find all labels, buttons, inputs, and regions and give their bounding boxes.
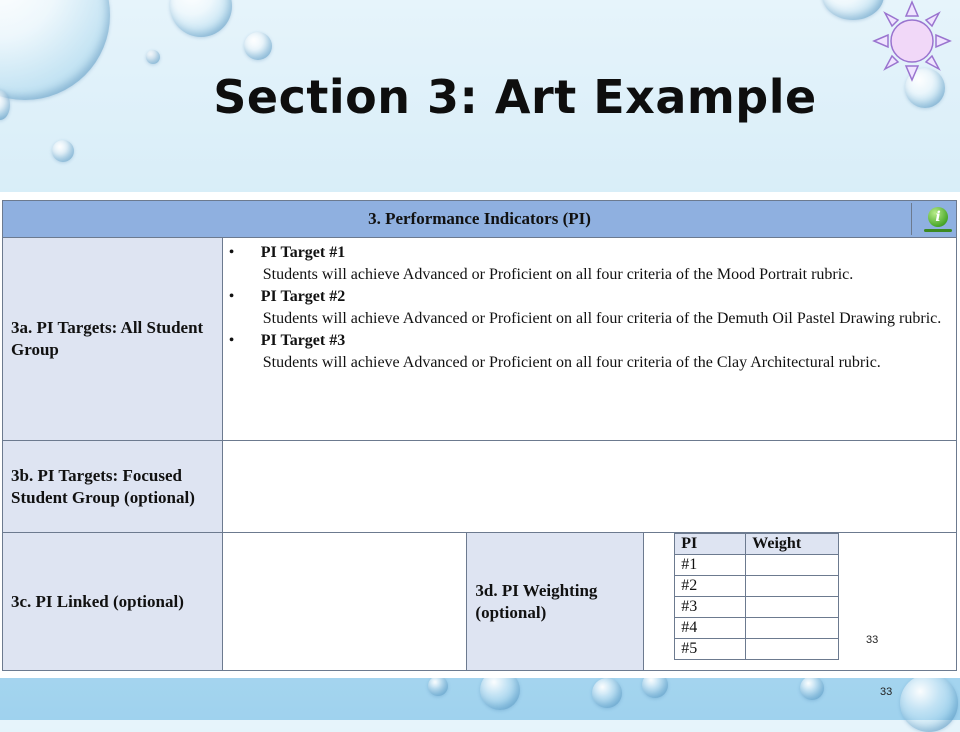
- performance-indicators-table: [2, 200, 957, 671]
- table-row: [675, 639, 839, 660]
- weight-table-header-pi: PI: [675, 534, 746, 555]
- weight-table-pi: #5: [675, 639, 746, 660]
- row-3b-input[interactable]: [222, 441, 956, 533]
- row-3c-input[interactable]: [222, 533, 467, 671]
- weight-input[interactable]: [746, 639, 839, 660]
- header-divider: [911, 203, 912, 235]
- list-item: [223, 242, 956, 286]
- decorative-bubble: [52, 140, 74, 162]
- list-item: [223, 286, 956, 330]
- weight-table-header-weight: Weight: [746, 534, 839, 555]
- row-3c-label: 3c. PI Linked (optional): [3, 533, 223, 671]
- pi-target-text: Students will achieve Advanced or Proficient on all four criteria of the Clay Architectural rubric.: [262, 354, 881, 371]
- pi-target-list: [223, 238, 956, 378]
- weight-input[interactable]: [746, 576, 839, 597]
- decorative-bubble: [592, 678, 622, 708]
- slide-title: Section 3: Art Example: [213, 70, 817, 124]
- slide-page-number: 33: [880, 686, 893, 698]
- decorative-bubble: [900, 674, 958, 732]
- info-icon-underline: [924, 229, 952, 232]
- row-3a-label: 3a. PI Targets: All Student Group: [3, 238, 223, 441]
- row-3a-content: [222, 238, 956, 441]
- section-header-text: 3. Performance Indicators (PI): [368, 209, 591, 228]
- decorative-bubble: [800, 676, 824, 700]
- weight-table-pi: #2: [675, 576, 746, 597]
- section-header: [3, 201, 957, 238]
- weight-table-pi: #3: [675, 597, 746, 618]
- decorative-bubble: [170, 0, 232, 37]
- list-item: [223, 330, 956, 374]
- weight-table-pi: #4: [675, 618, 746, 639]
- decorative-bubble: [428, 676, 448, 696]
- pi-target-title: • PI Target #1: [260, 244, 346, 261]
- pi-weight-table: [674, 533, 839, 660]
- table-row: [675, 576, 839, 597]
- weight-table-pi: #1: [675, 555, 746, 576]
- pi-target-text: Students will achieve Advanced or Proficient on all four criteria of the Mood Portrait rubric.: [262, 266, 854, 283]
- decorative-bubble: [244, 32, 272, 60]
- decorative-bubble: [146, 50, 160, 64]
- info-icon[interactable]: i: [928, 207, 948, 227]
- pi-target-title: • PI Target #3: [260, 332, 346, 349]
- embedded-page-number: 33: [866, 634, 879, 646]
- row-3d-label: 3d. PI Weighting (optional): [467, 533, 644, 671]
- table-row: [675, 618, 839, 639]
- performance-indicators-form: [0, 192, 960, 678]
- table-row: [675, 555, 839, 576]
- pi-target-title: • PI Target #2: [260, 288, 346, 305]
- weight-input[interactable]: [746, 618, 839, 639]
- weight-input[interactable]: [746, 555, 839, 576]
- pi-target-text: Students will achieve Advanced or Proficient on all four criteria of the Demuth Oil Pastel Drawing rubric.: [262, 310, 942, 327]
- row-3d-content: [644, 533, 957, 671]
- weight-input[interactable]: [746, 597, 839, 618]
- row-3b-label: 3b. PI Targets: Focused Student Group (optional): [3, 441, 223, 533]
- table-row: [675, 597, 839, 618]
